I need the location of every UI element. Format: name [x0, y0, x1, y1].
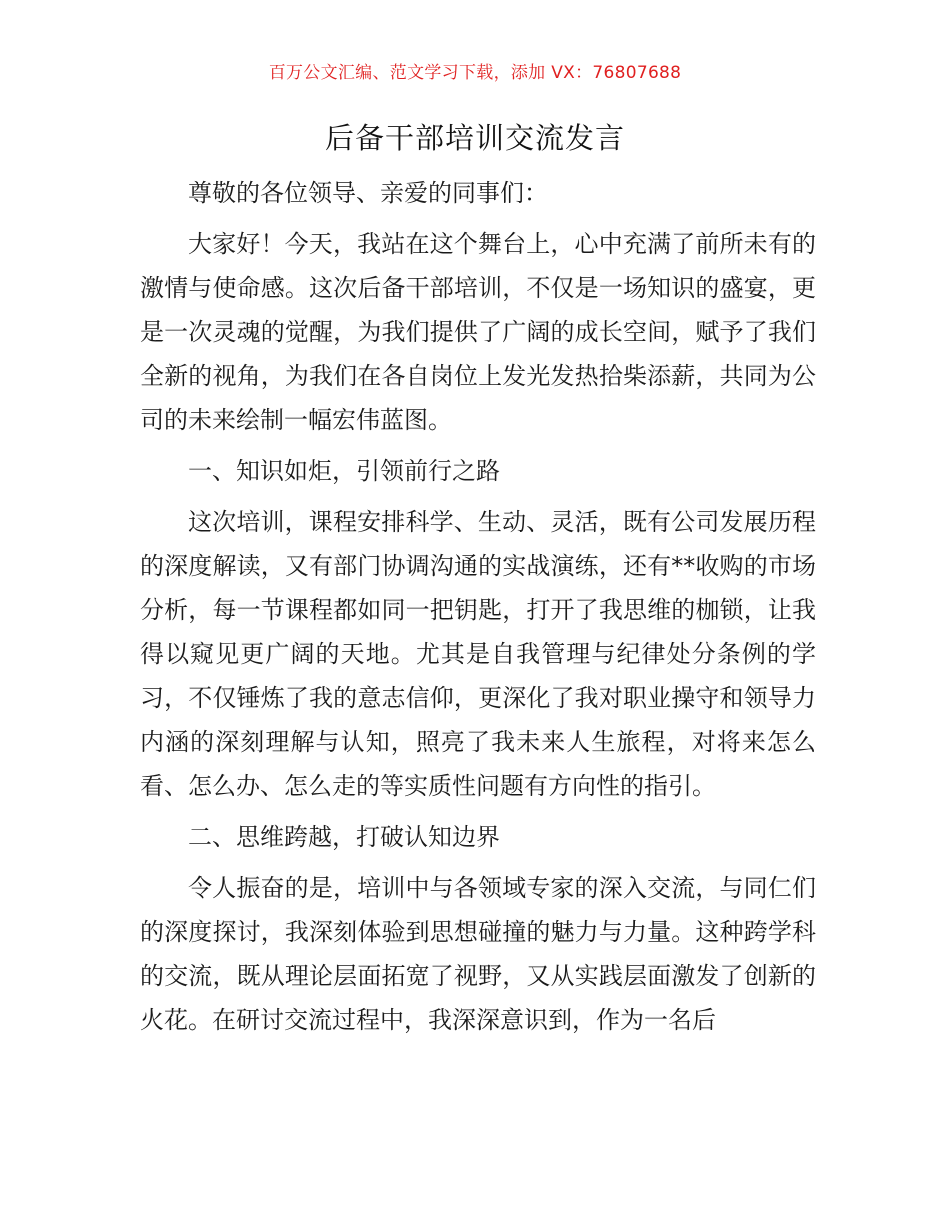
paragraph-section-1: 这次培训，课程安排科学、生动、灵活，既有公司发展历程的深度解读，又有部门协调沟通的实战演练，还有**收购的市场分析，每一节课程都如同一把钥匙，打开了我思维的枷锁，让我得以窥见更广阔的天地。尤其是自我管理与纪律处分条例的学习，不仅锤炼了我的意志信仰，更深化了我对职业操守和领导力内涵的深刻理解与认知，照亮了我未来人生旅程，对将来怎么看、怎么办、怎么走的等实质性问题有方向性的指引。: [140, 508, 816, 800]
watermark-header: 百万公文汇编、范文学习下载，添加 VX：76807688: [268, 63, 682, 83]
document-title: 后备干部培训交流发言: [324, 121, 625, 155]
section-heading-2: 二、思维跨越，打破认知边界: [188, 823, 500, 851]
paragraph-section-2: 令人振奋的是，培训中与各领域专家的深入交流，与同仁们的深度探讨，我深刻体验到思想碰撞的魅力与力量。这种跨学科的交流，既从理论层面拓宽了视野，又从实践层面激发了创新的火花。在研讨交流过程中，我深深意识到，作为一名后: [140, 874, 816, 1034]
salutation: 尊敬的各位领导、亲爱的同事们：: [188, 179, 548, 207]
paragraph-intro: 大家好！今天，我站在这个舞台上，心中充满了前所未有的激情与使命感。这次后备干部培训，不仅是一场知识的盛宴，更是一次灵魂的觉醒，为我们提供了广阔的成长空间，赋予了我们全新的视角，为我们在各自岗位上发光发热拾柴添薪，共同为公司的未来绘制一幅宏伟蓝图。: [140, 230, 816, 434]
document-body: [140, 171, 816, 1049]
section-heading-1: 一、知识如炬，引领前行之路: [188, 457, 500, 485]
